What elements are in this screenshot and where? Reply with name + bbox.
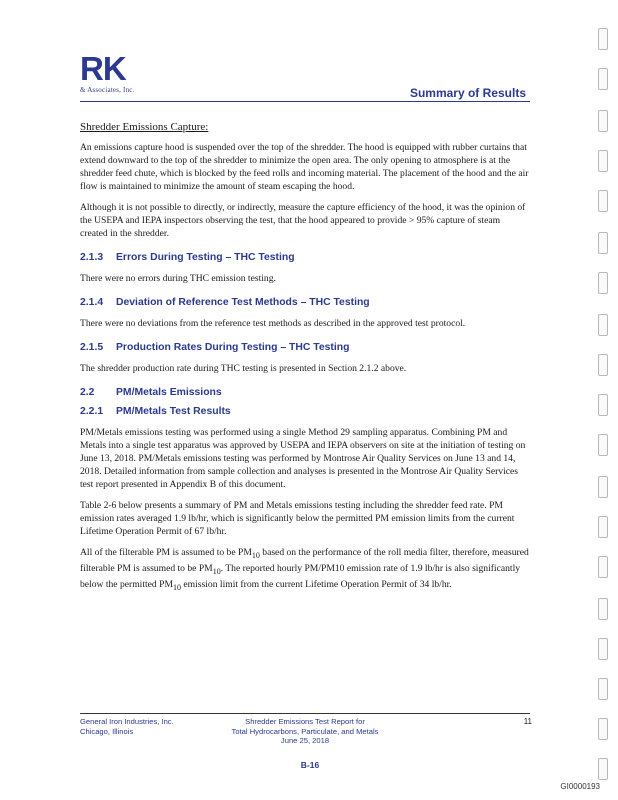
footer-company-name: General Iron Industries, Inc. [80, 717, 174, 726]
footer-report-date: June 25, 2018 [280, 736, 330, 745]
binder-tab-strip [598, 20, 610, 790]
subscript: 10 [251, 550, 260, 560]
heading-2-1-3 [80, 252, 530, 263]
binder-tab [598, 190, 608, 212]
heading-2-2-1 [80, 406, 530, 417]
company-logo [80, 52, 135, 94]
page-body [80, 121, 530, 602]
page-number: 11 [523, 717, 532, 726]
binder-tab [598, 516, 608, 538]
section-number: 2.2 [80, 387, 95, 398]
logo-subtitle: & Associates, Inc. [80, 86, 135, 94]
paragraph-deviations: There were no deviations from the reference test methods as described in the approved test protocol. [80, 318, 466, 329]
paragraph-table-summary: Table 2-6 below presents a summary of PM and Metals emissions testing including the shredder feed rate. PM emission rates averaged 1.9 lb/hr, which is significantly below the permitted PM emission limits from the current Lifetime Operation Permit of 67 lb/hr. [80, 500, 515, 537]
binder-tab [598, 678, 608, 700]
section-heading: Production Rates During Testing – THC Testing [116, 342, 350, 353]
section-heading: Errors During Testing – THC Testing [116, 252, 295, 263]
section-heading: PM/Metals Emissions [116, 387, 222, 398]
heading-2-1-4 [80, 297, 530, 308]
paragraph-errors: There were no errors during THC emission testing. [80, 273, 276, 284]
bates-number: GI0000193 [560, 782, 600, 791]
binder-tab [598, 354, 608, 376]
footer-report-title [200, 717, 410, 746]
binder-tab [598, 598, 608, 620]
text-run: All of the filterable PM is assumed to be PM [80, 547, 252, 558]
binder-tab [598, 434, 608, 456]
subheading-shredder-capture: Shredder Emissions Capture: [80, 121, 209, 133]
section-number: 2.2.1 [80, 406, 104, 417]
footer-company-location: Chicago, Illinois [80, 726, 134, 736]
text-run: emission limit from the current Lifetime Operation Permit of 34 lb/hr. [181, 578, 452, 590]
section-title: Summary of Results [409, 86, 526, 100]
binder-tab [598, 232, 608, 254]
binder-tab [598, 638, 608, 660]
heading-2-2 [80, 387, 530, 398]
binder-tab [598, 476, 608, 498]
paragraph-production-rates: The shredder production rate during THC testing is presented in Section 2.1.2 above. [80, 363, 407, 374]
paragraph-capture-efficiency: Although it is not possible to directly, or indirectly, measure the capture efficiency of the hood, it was the opinion of the USEPA and IEPA inspectors observing the test, that the hood appeared to provide > 95% capture of steam created in the shredder. [80, 202, 526, 239]
heading-2-1-5 [80, 342, 530, 353]
footer-divider [80, 713, 530, 714]
binder-tab [598, 718, 608, 740]
paragraph-filterable-pm [80, 546, 530, 594]
section-number: 2.1.4 [80, 297, 104, 308]
section-number: 2.1.5 [80, 342, 104, 353]
binder-tab [598, 556, 608, 578]
binder-tab [598, 272, 608, 294]
section-heading: Deviation of Reference Test Methods – THC Testing [116, 297, 370, 308]
paragraph-pm-metals-testing: PM/Metals emissions testing was performed using a single Method 29 sampling apparatus. Combining PM and Metals into a single test apparatus was approved by USEPA and IEPA observers on site at the initiation of testing on June 13, 2018. PM/Metals emissions testing was performed by Montrose Air Quality Services on June 13 and 14, 2018. Detailed information from sample collection and analyses is presented in the Montrose Air Quality Services test report presented in Appendix B of this document. [80, 427, 526, 490]
text-run: based on the performance of the roll media filter, therefore, measured filterable PM is assumed to be PM [80, 547, 529, 574]
binder-tab [598, 68, 608, 90]
section-heading: PM/Metals Test Results [116, 406, 231, 417]
appendix-page-number: B-16 [300, 760, 320, 770]
paragraph-capture-hood: An emissions capture hood is suspended over the top of the shredder. The hood is equipped with rubber curtains that extend downward to the top of the shredder to minimize the open area. The only opening to atmosphere is at the shredder feed chute, which is blocked by the feed rolls and incoming material. The placement of the hood and the air flow is maintained to minimize the amount of steam escaping the hood. [80, 142, 529, 192]
footer-report-line: Total Hydrocarbons, Particulate, and Metals [231, 726, 379, 736]
footer-report-line: Shredder Emissions Test Report for [245, 717, 365, 726]
logo-mark: RK [80, 50, 126, 87]
subscript: 10 [173, 582, 181, 592]
binder-tab [598, 28, 608, 50]
section-number: 2.1.3 [80, 252, 104, 263]
binder-tab [598, 110, 608, 132]
footer-company [80, 717, 174, 736]
header-divider [80, 101, 530, 102]
binder-tab [598, 150, 608, 172]
binder-tab [598, 314, 608, 336]
binder-tab [598, 758, 608, 780]
text-run: . The reported hourly PM/PM10 emission rate of 1.9 lb/hr is also significantly below the permitted PM [80, 562, 521, 590]
subscript: 10 [212, 566, 221, 576]
binder-tab [598, 394, 608, 416]
